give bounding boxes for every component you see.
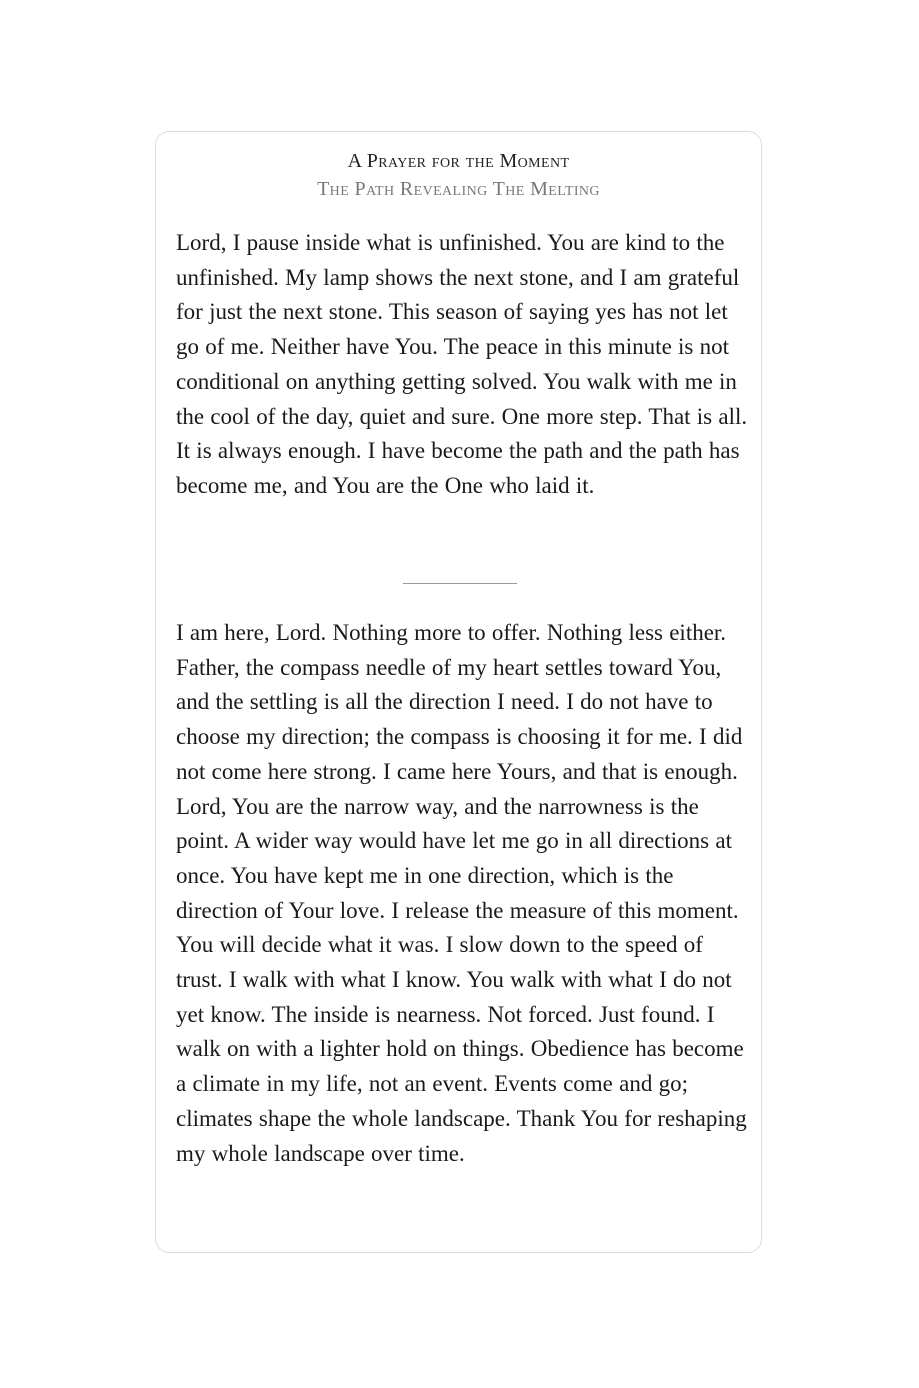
section-divider <box>403 583 517 584</box>
prayer-title: A Prayer for the Moment <box>347 150 570 172</box>
prayer-paragraph-2: I am here, Lord. Nothing more to offer. Nothing less either. Father, the compass needle of my heart settles toward You, and the settling is all the direction I need. I do not have to choose my direction; the compass is choosing it for me. I did not come here strong. I came here Yours, and that is enough. Lord, You are the narrow way, and the narrowness is the point. A wider way would have let me go in all directions at once. You have kept me in one direction, which is the direction of Your love. I release the measure of this moment. You will decide what it was. I slow down to the speed of trust. I walk with what I know. You walk with what I do not yet know. The inside is nearness. Not forced. Just found. I walk on with a lighter hold on things. Obedience has become a climate in my life, not an event. Events come and go; climates shape the whole landscape. Thank You for reshaping my whole landscape over time. <box>176 620 747 1166</box>
prayer-subtitle: The Path Revealing The Melting <box>317 178 600 200</box>
prayer-card <box>155 131 762 1253</box>
prayer-paragraph-1: Lord, I pause inside what is unfinished. You are kind to the unfinished. My lamp shows the next stone, and I am grateful for just the next stone. This season of saying yes has not let go of me. Neither have You. The peace in this minute is not conditional on anything getting solved. You walk with me in the cool of the day, quiet and sure. One more step. That is all. It is always enough. I have become the path and the path has become me, and You are the One who laid it. <box>176 230 748 498</box>
